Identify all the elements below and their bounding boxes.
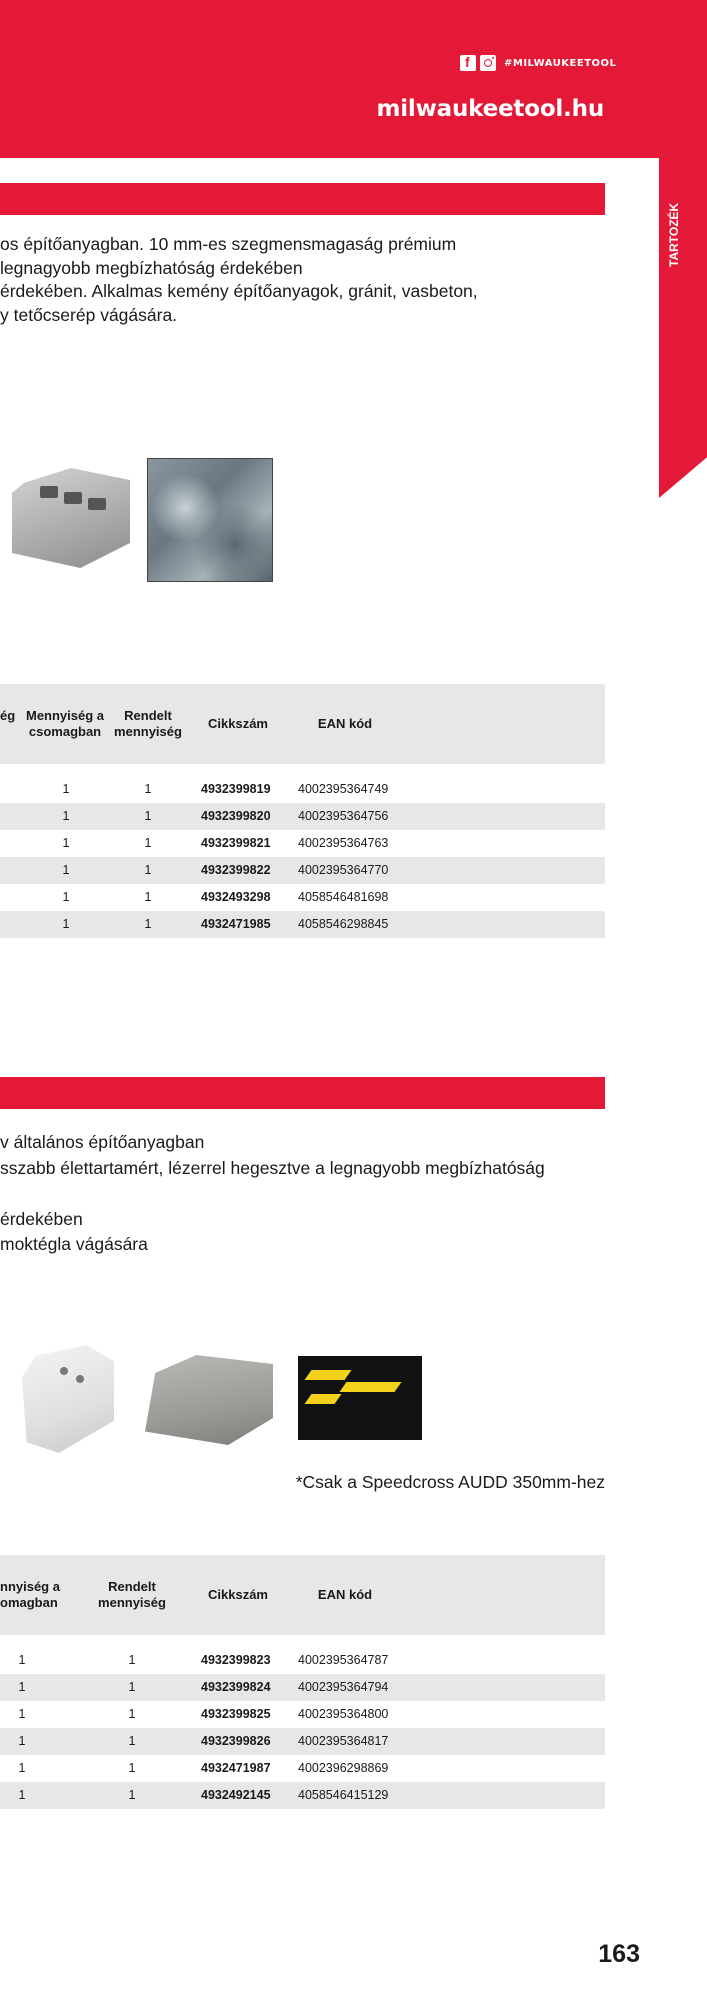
desc-line: legnagyobb megbízhatóság érdekében bbox=[0, 257, 303, 278]
cell-article: 4932399822 bbox=[201, 863, 271, 877]
cell-ordered: 1 bbox=[144, 782, 152, 796]
th-qty-pack: Mennyiség a csomagban bbox=[25, 708, 105, 739]
cell-article: 4932471985 bbox=[201, 917, 271, 931]
table-row bbox=[0, 803, 605, 830]
table-header bbox=[0, 684, 605, 764]
table-row bbox=[0, 1647, 605, 1674]
cell-ean: 4058546481698 bbox=[298, 890, 389, 904]
table-row bbox=[0, 1674, 605, 1701]
cell-article: 4932399821 bbox=[201, 836, 271, 850]
hashtag: #MILWAUKEETOOL bbox=[504, 57, 617, 69]
th-ordered-qty: Rendelt mennyiség bbox=[98, 1579, 166, 1610]
cell-ordered: 1 bbox=[128, 1788, 136, 1802]
cell-article: 4932399820 bbox=[201, 809, 271, 823]
cell-ordered: 1 bbox=[128, 1707, 136, 1721]
paver-brick-image bbox=[145, 1355, 273, 1445]
facebook-icon[interactable] bbox=[460, 55, 476, 71]
desc-line: moktégla vágására bbox=[0, 1234, 148, 1254]
section1-title-bar bbox=[0, 183, 605, 215]
cell-article: 4932493298 bbox=[201, 890, 271, 904]
cell-ordered: 1 bbox=[128, 1734, 136, 1748]
table-row bbox=[0, 1755, 605, 1782]
cell-ean: 4002395364749 bbox=[298, 782, 389, 796]
cell-qty: 1 bbox=[62, 917, 70, 931]
table-row bbox=[0, 857, 605, 884]
cell-article: 4932399825 bbox=[201, 1707, 271, 1721]
th-ean: EAN kód bbox=[317, 716, 373, 731]
cell-ean: 4002395364763 bbox=[298, 836, 389, 850]
side-tab-label: TARTOZÉK bbox=[667, 202, 681, 268]
cell-ean: 4058546415129 bbox=[298, 1788, 389, 1802]
th-article: Cikkszám bbox=[208, 1587, 268, 1602]
instagram-icon[interactable] bbox=[480, 55, 496, 71]
cell-ean: 4002395364756 bbox=[298, 809, 389, 823]
desc-line: os építőanyagban. 10 mm-es szegmensmagaság prémium bbox=[0, 234, 457, 254]
cell-ordered: 1 bbox=[144, 890, 152, 904]
cell-ordered: 1 bbox=[128, 1653, 136, 1667]
desc-line: y tetőcserép vágására. bbox=[0, 304, 178, 325]
cell-ean: 4002395364787 bbox=[298, 1653, 389, 1667]
table-row bbox=[0, 1728, 605, 1755]
cell-qty: 1 bbox=[62, 809, 70, 823]
desc-line: v általános építőanyagban bbox=[0, 1132, 205, 1152]
table-row bbox=[0, 776, 605, 803]
cell-qty: 1 bbox=[18, 1653, 26, 1667]
cell-ordered: 1 bbox=[144, 917, 152, 931]
cell-article: 4932399824 bbox=[201, 1680, 271, 1694]
cell-ordered: 1 bbox=[128, 1680, 136, 1694]
table-row bbox=[0, 830, 605, 857]
granite-image bbox=[147, 458, 273, 582]
table-row bbox=[0, 884, 605, 911]
table-header bbox=[0, 1555, 605, 1635]
cell-ordered: 1 bbox=[144, 809, 152, 823]
cell-qty: 1 bbox=[62, 782, 70, 796]
cell-ordered: 1 bbox=[144, 836, 152, 850]
table-row bbox=[0, 1782, 605, 1809]
site-url[interactable]: milwaukeetool.hu bbox=[376, 96, 604, 122]
cell-qty: 1 bbox=[18, 1707, 26, 1721]
table-row bbox=[0, 1701, 605, 1728]
section2-description bbox=[0, 1130, 600, 1258]
cell-qty: 1 bbox=[62, 836, 70, 850]
cell-ordered: 1 bbox=[128, 1761, 136, 1775]
cell-article: 4932471987 bbox=[201, 1761, 271, 1775]
table-row bbox=[0, 911, 605, 938]
concrete-block-image bbox=[12, 468, 130, 568]
cell-qty: 1 bbox=[18, 1734, 26, 1748]
page-number: 163 bbox=[598, 1940, 640, 1968]
cell-ean: 4002396298869 bbox=[298, 1761, 389, 1775]
desc-line: érdekében bbox=[0, 1208, 83, 1229]
th-article: Cikkszám bbox=[208, 716, 268, 731]
th-col0: ég bbox=[0, 708, 16, 723]
note-text: *Csak a Speedcross AUDD 350mm-hez bbox=[295, 1472, 605, 1492]
aerated-block-image bbox=[22, 1345, 114, 1453]
section2-table bbox=[0, 1555, 605, 1809]
th-qty-pack: nnyiség a omagban bbox=[0, 1579, 60, 1610]
cell-ean: 4002395364817 bbox=[298, 1734, 389, 1748]
desc-line: sszabb élettartamért, lézerrel hegesztve a legnagyobb megbízhatóság bbox=[0, 1157, 545, 1178]
section1-table bbox=[0, 684, 605, 938]
cell-qty: 1 bbox=[62, 863, 70, 877]
cell-qty: 1 bbox=[18, 1788, 26, 1802]
cell-article: 4932399819 bbox=[201, 782, 271, 796]
cell-ordered: 1 bbox=[144, 863, 152, 877]
social-links bbox=[460, 55, 616, 71]
cell-qty: 1 bbox=[18, 1680, 26, 1694]
th-ordered-qty: Rendelt mennyiség bbox=[114, 708, 182, 739]
section1-description bbox=[0, 233, 600, 327]
roof-tile-image bbox=[298, 1356, 422, 1440]
cell-qty: 1 bbox=[18, 1761, 26, 1775]
cell-ean: 4002395364794 bbox=[298, 1680, 389, 1694]
cell-article: 4932399823 bbox=[201, 1653, 271, 1667]
page-header bbox=[0, 0, 707, 158]
section2-title-bar bbox=[0, 1077, 605, 1109]
cell-ean: 4002395364770 bbox=[298, 863, 389, 877]
cell-article: 4932492145 bbox=[201, 1788, 271, 1802]
desc-line bbox=[0, 1181, 600, 1207]
th-ean: EAN kód bbox=[317, 1587, 373, 1602]
cell-ean: 4002395364800 bbox=[298, 1707, 389, 1721]
cell-qty: 1 bbox=[62, 890, 70, 904]
desc-line: érdekében. Alkalmas kemény építőanyagok, gránit, vasbeton, bbox=[0, 281, 478, 301]
cell-article: 4932399826 bbox=[201, 1734, 271, 1748]
cell-ean: 4058546298845 bbox=[298, 917, 389, 931]
